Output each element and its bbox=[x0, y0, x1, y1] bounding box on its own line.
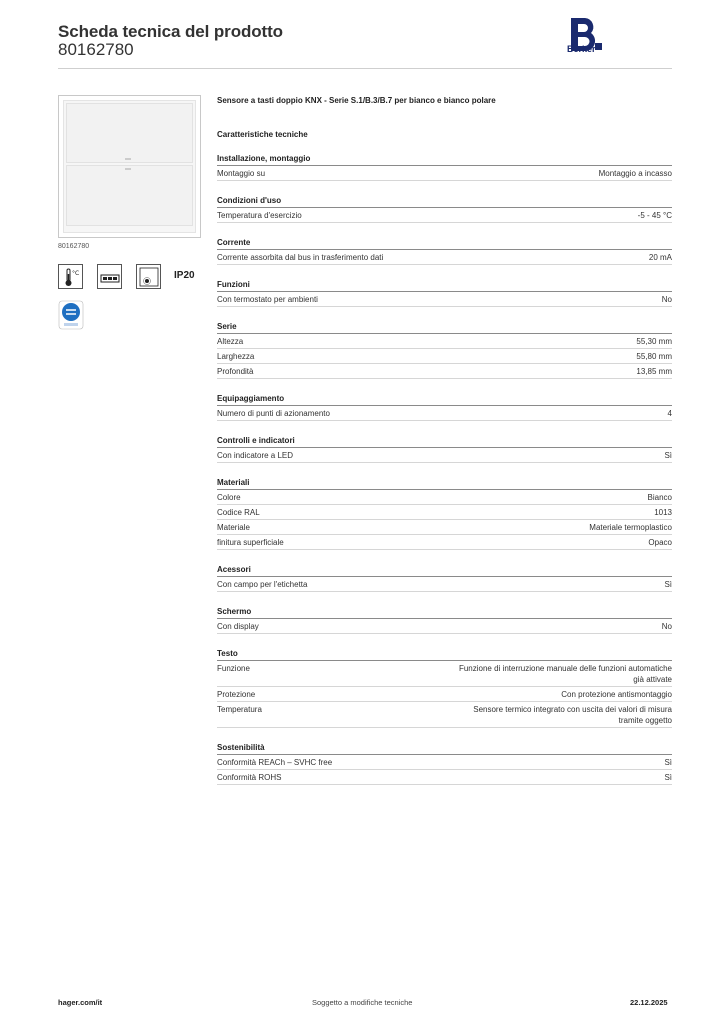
section-title: Controlli e indicatori bbox=[217, 435, 672, 448]
button-panel-icon bbox=[97, 264, 122, 289]
spec-row bbox=[217, 406, 672, 421]
spec-row bbox=[217, 208, 672, 223]
spec-label: Protezione bbox=[217, 690, 256, 699]
spec-row bbox=[217, 577, 672, 592]
spec-label: Funzione bbox=[217, 664, 250, 673]
spec-value: 55,30 mm bbox=[636, 337, 672, 346]
spec-label: Montaggio su bbox=[217, 169, 266, 178]
spec-label: Con display bbox=[217, 622, 259, 631]
footer-disclaimer: Soggetto a modifiche tecniche bbox=[312, 998, 413, 1007]
spec-row bbox=[217, 619, 672, 634]
spec-row bbox=[217, 702, 672, 728]
spec-section bbox=[217, 564, 672, 592]
spec-label: Larghezza bbox=[217, 352, 255, 361]
spec-row bbox=[217, 349, 672, 364]
section-title: Testo bbox=[217, 648, 672, 661]
section-title: Installazione, montaggio bbox=[217, 153, 672, 166]
spec-label: Conformità ROHS bbox=[217, 773, 282, 782]
spec-value: Sì bbox=[664, 773, 672, 782]
spec-value: No bbox=[661, 622, 672, 631]
spec-label: Corrente assorbita dal bus in trasferimento dati bbox=[217, 253, 384, 262]
spec-value: 1013 bbox=[654, 508, 672, 517]
knx-cert-icon bbox=[58, 300, 84, 330]
spec-row bbox=[217, 490, 672, 505]
spec-value: No bbox=[661, 295, 672, 304]
product-image bbox=[58, 95, 201, 238]
spec-value: Bianco bbox=[647, 493, 672, 502]
spec-section bbox=[217, 153, 672, 181]
section-title: Materiali bbox=[217, 477, 672, 490]
spec-value: Funzione di interruzione manuale delle funzioni automatiche già attivate bbox=[458, 664, 672, 684]
spec-section bbox=[217, 393, 672, 421]
spec-section bbox=[217, 195, 672, 223]
header-divider bbox=[58, 68, 672, 69]
spec-label: Con indicatore a LED bbox=[217, 451, 294, 460]
spec-value: Sì bbox=[664, 580, 672, 589]
section-title: Schermo bbox=[217, 606, 672, 619]
spec-label: Temperatura d'esercizio bbox=[217, 211, 302, 220]
spec-label: Numero di punti di azionamento bbox=[217, 409, 330, 418]
spec-label: Materiale bbox=[217, 523, 250, 532]
spec-row bbox=[217, 166, 672, 181]
section-title: Sostenibilità bbox=[217, 742, 672, 755]
spec-value: Opaco bbox=[648, 538, 672, 547]
page-header bbox=[58, 20, 672, 70]
spec-value: Sì bbox=[664, 451, 672, 460]
spec-row bbox=[217, 292, 672, 307]
specs-subtitle: Caratteristiche tecniche bbox=[217, 130, 308, 139]
spec-row bbox=[217, 535, 672, 550]
svg-text:°C: °C bbox=[72, 270, 80, 277]
section-title: Equipaggiamento bbox=[217, 393, 672, 406]
product-name: Sensore a tasti doppio KNX - Serie S.1/B.3/B.7 per bianco e bianco polare bbox=[217, 96, 496, 105]
spec-row bbox=[217, 687, 672, 702]
page-title: Scheda tecnica del prodotto bbox=[58, 22, 283, 41]
spec-value: Con protezione antismontaggio bbox=[561, 690, 672, 699]
spec-label: Con campo per l'etichetta bbox=[217, 580, 308, 589]
spec-value: 13,85 mm bbox=[636, 367, 672, 376]
section-title: Condizioni d'uso bbox=[217, 195, 672, 208]
spec-row bbox=[217, 364, 672, 379]
spec-section bbox=[217, 435, 672, 463]
spec-row bbox=[217, 755, 672, 770]
spec-row bbox=[217, 334, 672, 349]
spec-label: Conformità REACh – SVHC free bbox=[217, 758, 333, 767]
spec-value: 20 mA bbox=[648, 253, 672, 262]
spec-label: Colore bbox=[217, 493, 241, 502]
spec-value: 55,80 mm bbox=[636, 352, 672, 361]
spec-section bbox=[217, 477, 672, 550]
section-title: Funzioni bbox=[217, 279, 672, 292]
spec-row bbox=[217, 448, 672, 463]
spec-label: finitura superficiale bbox=[217, 538, 284, 547]
spec-section bbox=[217, 279, 672, 307]
spec-value: Materiale termoplastico bbox=[589, 523, 672, 532]
spec-label: Codice RAL bbox=[217, 508, 260, 517]
spec-row bbox=[217, 661, 672, 687]
spec-sections bbox=[217, 153, 672, 785]
spec-label: Temperatura bbox=[217, 705, 262, 714]
spec-section bbox=[217, 648, 672, 728]
ip20-label: IP20 bbox=[174, 270, 195, 281]
spec-label: Altezza bbox=[217, 337, 244, 346]
product-code: 80162780 bbox=[58, 40, 134, 59]
spec-section bbox=[217, 742, 672, 785]
product-image-caption: 80162780 bbox=[58, 243, 90, 250]
spec-section bbox=[217, 606, 672, 634]
sensor-panel-icon bbox=[136, 264, 161, 289]
spec-row bbox=[217, 520, 672, 535]
spec-row bbox=[217, 250, 672, 265]
spec-value: Sensore termico integrato con uscita dei valori di misura tramite oggetto bbox=[473, 705, 672, 725]
section-title: Serie bbox=[217, 321, 672, 334]
spec-label: Con termostato per ambienti bbox=[217, 295, 318, 304]
spec-row bbox=[217, 505, 672, 520]
spec-row bbox=[217, 770, 672, 785]
footer-website: hager.com/it bbox=[58, 998, 103, 1007]
section-title: Acessori bbox=[217, 564, 672, 577]
spec-value: Montaggio a incasso bbox=[598, 169, 672, 178]
spec-section bbox=[217, 237, 672, 265]
footer-date: 22.12.2025 bbox=[630, 998, 668, 1007]
spec-value: Sì bbox=[664, 758, 672, 767]
thermometer-celsius-icon bbox=[58, 264, 83, 289]
spec-section bbox=[217, 321, 672, 379]
spec-value: 4 bbox=[667, 409, 672, 418]
spec-value: -5 - 45 °C bbox=[637, 211, 672, 220]
spec-label: Profondità bbox=[217, 367, 254, 376]
spec-content bbox=[217, 95, 672, 785]
section-title: Corrente bbox=[217, 237, 672, 250]
brand-name: Berker bbox=[567, 44, 596, 54]
